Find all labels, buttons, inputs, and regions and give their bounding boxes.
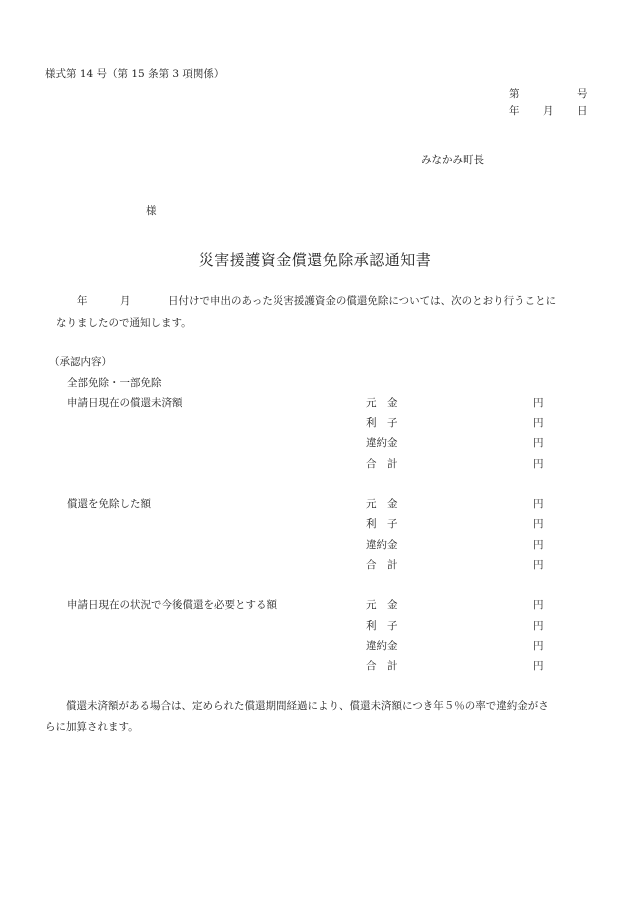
addressee-honorific: 様 — [146, 205, 157, 217]
intro-text-line2: なりましたので通知します。 — [56, 317, 192, 329]
item-principal: 元 金 — [366, 397, 398, 409]
item-total: 合 計 — [366, 660, 398, 672]
date-day-label: 日 — [577, 105, 588, 117]
item-penalty: 違約金 — [366, 437, 398, 449]
group-label-remaining: 申請日現在の状況で今後償還を必要とする額 — [67, 599, 277, 611]
document-title: 災害援護資金償還免除承認通知書 — [198, 251, 432, 269]
item-principal: 元 金 — [366, 498, 398, 510]
unit-yen: 円 — [533, 397, 544, 409]
item-total: 合 計 — [366, 458, 398, 470]
unit-yen: 円 — [533, 518, 544, 530]
unit-yen: 円 — [533, 539, 544, 551]
item-interest: 利 子 — [366, 417, 398, 429]
unit-yen: 円 — [533, 620, 544, 632]
intro-month-label: 月 — [120, 295, 131, 307]
note-text-line1: 償還未済額がある場合は、定められた償還期間経過により、償還未済額につき年５％の率で違約金がさ — [66, 700, 549, 712]
item-interest: 利 子 — [366, 620, 398, 632]
group-label-outstanding: 申請日現在の償還未済額 — [67, 397, 183, 409]
item-total: 合 計 — [366, 559, 398, 571]
exemption-type: 全部免除・一部免除 — [67, 377, 162, 389]
intro-text-line1: 日付けで申出のあった災害援護資金の償還免除については、次のとおり行うことに — [168, 295, 557, 307]
unit-yen: 円 — [533, 437, 544, 449]
item-penalty: 違約金 — [366, 539, 398, 551]
document-number-prefix: 第 — [509, 88, 520, 100]
unit-yen: 円 — [533, 417, 544, 429]
group-label-exempted: 償還を免除した額 — [67, 498, 151, 510]
form-number: 様式第 14 号（第 15 条第 3 項関係） — [45, 68, 225, 80]
approval-heading: （承認内容） — [49, 356, 112, 368]
unit-yen: 円 — [533, 559, 544, 571]
unit-yen: 円 — [533, 458, 544, 470]
item-principal: 元 金 — [366, 599, 398, 611]
unit-yen: 円 — [533, 498, 544, 510]
intro-year-label: 年 — [77, 295, 88, 307]
issuer-name: みなかみ町長 — [421, 154, 484, 166]
date-year-label: 年 — [509, 105, 520, 117]
date-month-label: 月 — [543, 105, 554, 117]
document-number-suffix: 号 — [577, 88, 588, 100]
note-text-line2: らに加算されます。 — [45, 721, 139, 733]
item-penalty: 違約金 — [366, 640, 398, 652]
item-interest: 利 子 — [366, 518, 398, 530]
unit-yen: 円 — [533, 640, 544, 652]
unit-yen: 円 — [533, 660, 544, 672]
unit-yen: 円 — [533, 599, 544, 611]
